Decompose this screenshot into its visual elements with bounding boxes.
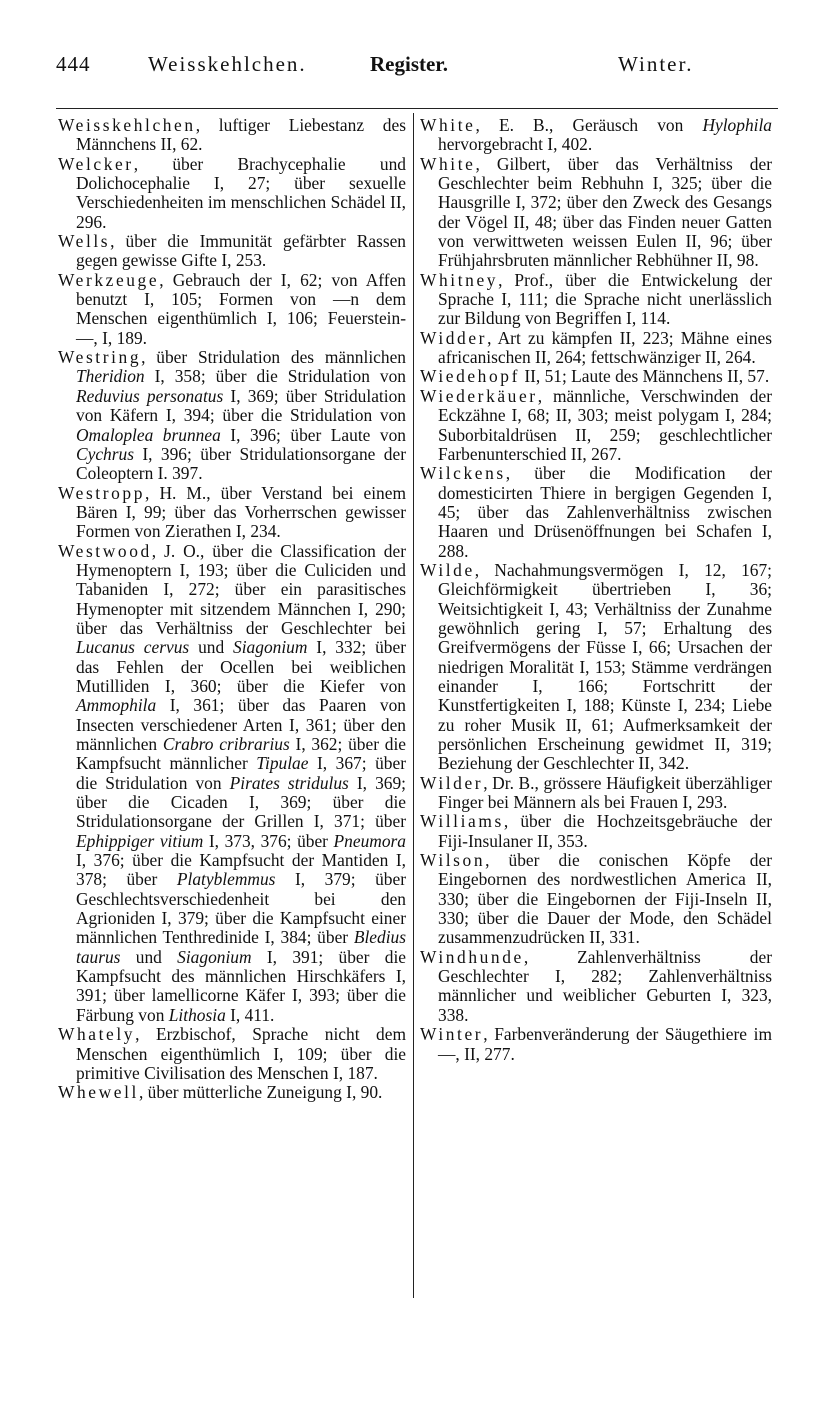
index-entry <box>420 948 772 1025</box>
entry-text: , über die Immunität gefärbter Rassen gegen gewisse Gifte I, 253. <box>76 231 406 271</box>
entry-italic-term: Platyblemmus <box>176 869 276 890</box>
entry-text: , Prof., über die Entwickelung der Sprache I, 111; die Sprache nicht unerlässlich zur Bildung von Begriffen I, 114. <box>438 269 772 329</box>
entry-italic-term: Ephippiger vitium <box>76 830 204 851</box>
entry-text: I, 396; über Stridulationsorgane der Coleoptern I. 397. <box>76 443 406 484</box>
entry-headword: Westropp <box>58 482 146 503</box>
entry-text: II, 51; Laute des Männchens II, 57. <box>519 366 770 387</box>
index-entry <box>58 348 406 483</box>
entry-italic-term: Siagonium <box>177 946 252 967</box>
index-entry <box>420 851 772 948</box>
entry-headword: White <box>420 153 476 174</box>
entry-text: , Art zu kämpfen II, 223; Mähne eines africanischen II, 264; fettschwänziger II, 264. <box>438 327 772 368</box>
entry-text: I, 369; über Stridulation von Käfern I, 394; über die Stridulation von <box>76 385 406 426</box>
index-entry <box>58 155 406 232</box>
entry-text: , über Brachycephalie und Dolichocephalie I, 27; über sexuelle Verschiedenheiten im menschlichen Schädel II, 296. <box>76 153 406 232</box>
entry-text: I, 373, 376; über <box>203 830 334 851</box>
entry-headword: Whitney <box>420 269 499 290</box>
index-entry <box>420 155 772 271</box>
page-number: 444 <box>56 52 91 76</box>
entry-text: I, 391; über die Kampfsucht des männlichen Hirschkäfers I, 391; über lamellicorne Käfer I, 393; über die Färbung von <box>76 946 406 1025</box>
index-entry <box>420 271 772 329</box>
entry-text: , Gilbert, über das Verhältniss der Geschlechter beim Rebhuhn I, 325; über die Hausgrille I, 372; über den Zweck des Gesangs der Vögel II, 48; über das Finden neuer Gatten von verwittweten weissen Eulen II, 96; über Frühjahrsbruten männlicher Rebhühner II, 98. <box>438 153 772 271</box>
entry-text: , über die conischen Köpfe der Eingebornen des nordwestlichen America II, 330; über die Eingebornen der Fiji-Inseln II, 330; über die Dauer der Mode, den Schädel zusammenzudrücken II, 331. <box>438 850 772 948</box>
index-column-left <box>58 116 406 1103</box>
column-divider <box>413 113 414 1298</box>
entry-text: I, 376; über die Kampfsucht der Mantiden I, 378; über <box>76 850 406 890</box>
index-column-right <box>420 116 772 1064</box>
entry-headword: Winter <box>420 1024 484 1045</box>
entry-italic-term: Lithosia <box>168 1004 226 1025</box>
entry-headword: Wilckens <box>420 463 506 484</box>
entry-italic-term: Lucanus cervus <box>76 637 190 658</box>
entry-italic-term: Omaloplea brunnea <box>76 424 221 445</box>
entry-text: , J. O., über die Classification der Hymenoptern I, 193; über die Culiciden und Tabaniden I, 272; über ein parasitisches Hymenopter mit sitzendem Männchen I, 290; über das Verhältniss der Geschlechter bei <box>76 540 406 638</box>
entry-italic-term: Reduvius personatus <box>76 385 224 406</box>
running-head-left: Weisskehlchen. <box>148 52 307 76</box>
header-rule <box>56 108 778 109</box>
entry-italic-term: Crabro cribrarius <box>162 734 290 754</box>
entry-headword: Wells <box>58 231 111 252</box>
entry-text: , luftiger Liebestanz des Männchens II, 62. <box>76 115 406 155</box>
entry-headword: Wilson <box>420 850 486 871</box>
index-entry <box>58 116 406 155</box>
entry-text: , Dr. B., grössere Häufigkeit überzähliger Finger bei Männern als bei Frauen I, 293. <box>438 772 772 813</box>
entry-text: I, 332; über das Fehlen der Ocellen bei weiblichen Mutilliden I, 360; über die Kiefer von <box>76 637 406 696</box>
entry-headword: Wilder <box>420 772 484 793</box>
index-entry <box>420 561 772 774</box>
entry-headword: Whewell <box>58 1082 139 1103</box>
page-header <box>56 52 776 82</box>
entry-italic-term: Bledius taurus <box>76 927 406 967</box>
entry-headword: Windhunde <box>420 946 524 967</box>
entry-text: I, 369; über die Cicaden I, 369; über die Stridulationsorgane der Grillen I, 371; über <box>76 772 407 832</box>
index-entry <box>58 232 406 271</box>
entry-italic-term: Theridion <box>76 366 145 387</box>
entry-text: , Gebrauch der I, 62; von Affen benutzt I, 105; Formen von —n dem Menschen eigenthümlich I, 106; Feuerstein- —, I, 189. <box>76 269 406 348</box>
running-head-title: Register. <box>370 52 448 76</box>
entry-text: , Farbenveränderung der Säugethiere im —, II, 277. <box>438 1024 772 1064</box>
entry-italic-term: Tipulae <box>256 753 309 774</box>
entry-text: , E. B., Geräusch von <box>475 115 703 135</box>
entry-text: , Zahlenverhältniss der Geschlechter I, 282; Zahlenverhältniss männlicher und weiblicher Geburten I, 323, 338. <box>438 946 772 1025</box>
entry-headword: Werkzeuge <box>58 269 160 290</box>
entry-italic-term: Hylophila <box>702 115 772 135</box>
entry-headword: Widder <box>420 327 488 348</box>
entry-text: , über die Modification der domesticirten Thiere in bergigen Gegenden I, 45; über das Zahlenverhältniss zwischen Haaren und Drüsenöffnungen bei Schafen I, 288. <box>438 463 772 561</box>
index-entry <box>420 387 772 464</box>
index-entry <box>420 367 772 386</box>
entry-text: , über mütterliche Zuneigung I, 90. <box>138 1082 383 1103</box>
entry-text: I, 396; über Laute von <box>220 424 406 445</box>
entry-headword: White <box>420 115 476 135</box>
entry-text: , über die Hochzeitsgebräuche der Fiji-Insulaner II, 353. <box>438 811 772 851</box>
entry-italic-term: Cychrus <box>76 443 134 464</box>
entry-text: , H. M., über Verstand bei einem Bären I, 99; über das Vorherrschen gewisser Formen von Zierathen I, 234. <box>76 482 406 542</box>
entry-text: , Nachahmungsvermögen I, 12, 167; Gleichförmigkeit übertrieben I, 36; Weitsichtigkeit I, 43; Verhältniss der Zunahme gewöhnlich gering I, 57; Erhaltung des Greifvermögens der Füsse I, 66; Ursachen der niedrigen Moralität I, 153; Stämme verdrängen einander I, 166; Fortschritt der Kunstfertigkeiten I, 188; Künste I, 234; Liebe zu roher Musik II, 61; Aufmerksamkeit der persönlichen Erscheinung gewidmet II, 319; Beziehung der Geschlechter II, 342. <box>438 559 772 774</box>
entry-headword: Wiedehopf <box>420 366 520 387</box>
entry-headword: Welcker <box>58 153 134 174</box>
index-entry <box>58 542 406 1026</box>
entry-headword: Westring <box>58 347 142 368</box>
entry-headword: Williams <box>420 811 504 832</box>
index-entry <box>420 1025 772 1064</box>
index-entry <box>420 116 772 155</box>
entry-text: und <box>189 637 234 658</box>
entry-text: hervorgebracht I, 402. <box>438 134 593 155</box>
index-entry <box>420 812 772 851</box>
index-entry <box>420 464 772 561</box>
entry-headword: Weisskehlchen <box>58 115 196 135</box>
index-entry <box>58 484 406 542</box>
entry-text: I, 358; über die Stridulation von <box>144 366 406 387</box>
entry-text: I, 362; über die Kampfsucht männlicher <box>76 734 406 774</box>
index-entry <box>58 271 406 348</box>
entry-text: I, 367; über die Stridulation von <box>76 753 406 793</box>
entry-headword: Wiederkäuer <box>420 385 538 406</box>
running-head-right: Winter. <box>618 52 694 76</box>
entry-text: I, 361; über das Paaren von Insecten verschiedener Arten I, 361; über den männlichen <box>76 695 406 754</box>
index-entry <box>58 1025 406 1083</box>
entry-italic-term: Ammophila <box>76 695 157 716</box>
index-entry <box>420 774 772 813</box>
entry-italic-term: Pirates stridulus <box>229 772 349 793</box>
entry-headword: Wilde <box>420 559 475 580</box>
entry-text: I, 411. <box>225 1004 275 1025</box>
index-entry <box>420 329 772 368</box>
entry-italic-term: Siagonium <box>233 637 308 658</box>
index-entry <box>58 1083 406 1102</box>
entry-text: , über Stridulation des männlichen <box>141 347 406 368</box>
entry-text: , männliche, Verschwinden der Eckzähne I, 68; II, 303; meist polygam I, 284; Suborbitaldrüsen II, 259; geschlechtlicher Farbenunterschied II, 267. <box>438 385 772 464</box>
entry-text: I, 379; über Geschlechtsverschiedenheit bei den Agrioniden I, 379; über die Kampfsucht einer männlichen Tenthredinide I, 384; über <box>76 869 406 948</box>
entry-headword: Westwood <box>58 540 152 561</box>
entry-italic-term: Pneumora <box>333 830 406 851</box>
entry-headword: Whately <box>58 1024 136 1045</box>
entry-text: und <box>120 946 178 967</box>
entry-text: , Erzbischof, Sprache nicht dem Menschen eigenthümlich I, 109; über die primitive Civilisation des Menschen I, 187. <box>76 1024 406 1083</box>
